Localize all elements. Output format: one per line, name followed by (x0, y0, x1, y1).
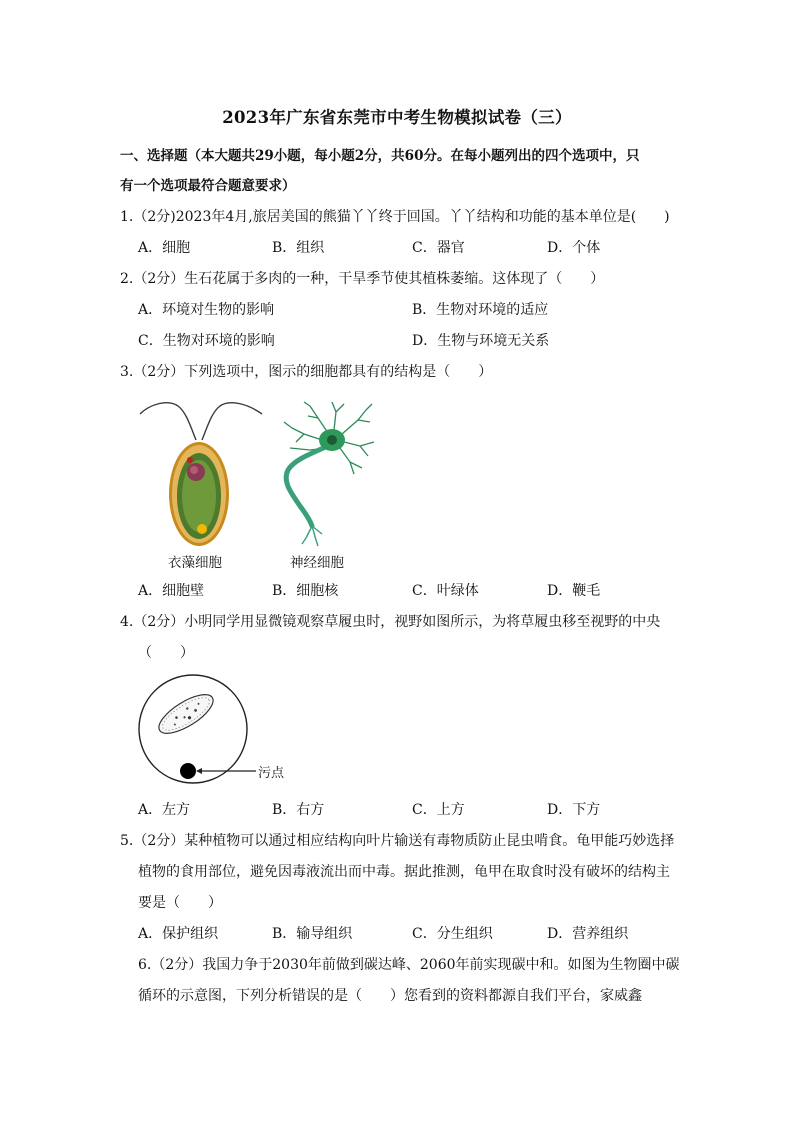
question-6-stem-line-1: 6.（2分）我国力争于2030年前做到碳达峰、2060年前实现碳中和。如图为生物圈中碳 (138, 957, 680, 973)
section-heading-line-1: 一、选择题（本大题共29小题，每小题2分，共60分。在每小题列出的四个选项中，只 (120, 148, 640, 164)
question-4-stem-line-2: （ ） (138, 645, 194, 661)
question-5-stem-line-3: 要是（ ） (138, 895, 222, 911)
question-5-option-a: A．保护组织 (138, 926, 219, 942)
neuron-figure (270, 398, 380, 546)
question-2-option-c: C．生物对环境的影响 (138, 333, 275, 349)
question-1-stem: 1.（2分)2023年4月,旅居美国的熊猫丫丫终于回国。丫丫结构和功能的基本单位是( ) (120, 209, 670, 225)
question-1-option-d: D．个体 (547, 240, 601, 256)
question-4-stem-line-1: 4.（2分）小明同学用显微镜观察草履虫时，视野如图所示，为将草履虫移至视野的中央 (120, 614, 661, 630)
question-4-option-d: D．下方 (547, 802, 601, 818)
page-title: 2023年广东省东莞市中考生物模拟试卷（三） (222, 108, 572, 127)
question-2-option-a: A．环境对生物的影响 (138, 302, 275, 318)
figure-caption-neuron: 神经细胞 (290, 555, 344, 571)
question-2-stem: 2.（2分）生石花属于多肉的一种，干旱季节使其植株萎缩。这体现了（ ） (120, 271, 605, 287)
question-1-option-a: A．细胞 (138, 240, 191, 256)
question-4-option-a: A．左方 (138, 802, 191, 818)
question-4-option-b: B．右方 (272, 802, 325, 818)
question-5-stem-line-1: 5.（2分）某种植物可以通过相应结构向叶片输送有毒物质防止昆虫啃食。龟甲能巧妙选择 (120, 833, 675, 849)
question-2-option-b: B．生物对环境的适应 (412, 302, 549, 318)
figure-caption-chlamydomonas: 衣藻细胞 (168, 555, 222, 571)
question-1-option-b: B．组织 (272, 240, 325, 256)
question-3-option-d: D．鞭毛 (547, 583, 601, 599)
section-heading-line-2: 有一个选项最符合题意要求） (120, 178, 296, 194)
question-4-option-c: C．上方 (412, 802, 465, 818)
question-5-option-b: B．输导组织 (272, 926, 353, 942)
chlamydomonas-figure (138, 400, 268, 548)
smudge-label: 污点 (258, 766, 285, 781)
question-3-option-b: B．细胞核 (272, 583, 339, 599)
question-6-stem-line-2: 循环的示意图，下列分析错误的是（ ）您看到的资料都源自我们平台，家威鑫 (138, 988, 642, 1004)
question-3-stem: 3.（2分）下列选项中，图示的细胞都具有的结构是（ ） (120, 364, 493, 380)
question-3-option-c: C．叶绿体 (412, 583, 479, 599)
question-2-option-d: D．生物与环境无关系 (412, 333, 550, 349)
question-5-option-d: D．营养组织 (547, 926, 629, 942)
question-3-option-a: A．细胞壁 (138, 583, 205, 599)
question-5-stem-line-2: 植物的食用部位，避免因毒液流出而中毒。据此推测，龟甲在取食时没有破坏的结构主 (138, 864, 670, 880)
question-5-option-c: C．分生组织 (412, 926, 493, 942)
question-1-option-c: C．器官 (412, 240, 465, 256)
